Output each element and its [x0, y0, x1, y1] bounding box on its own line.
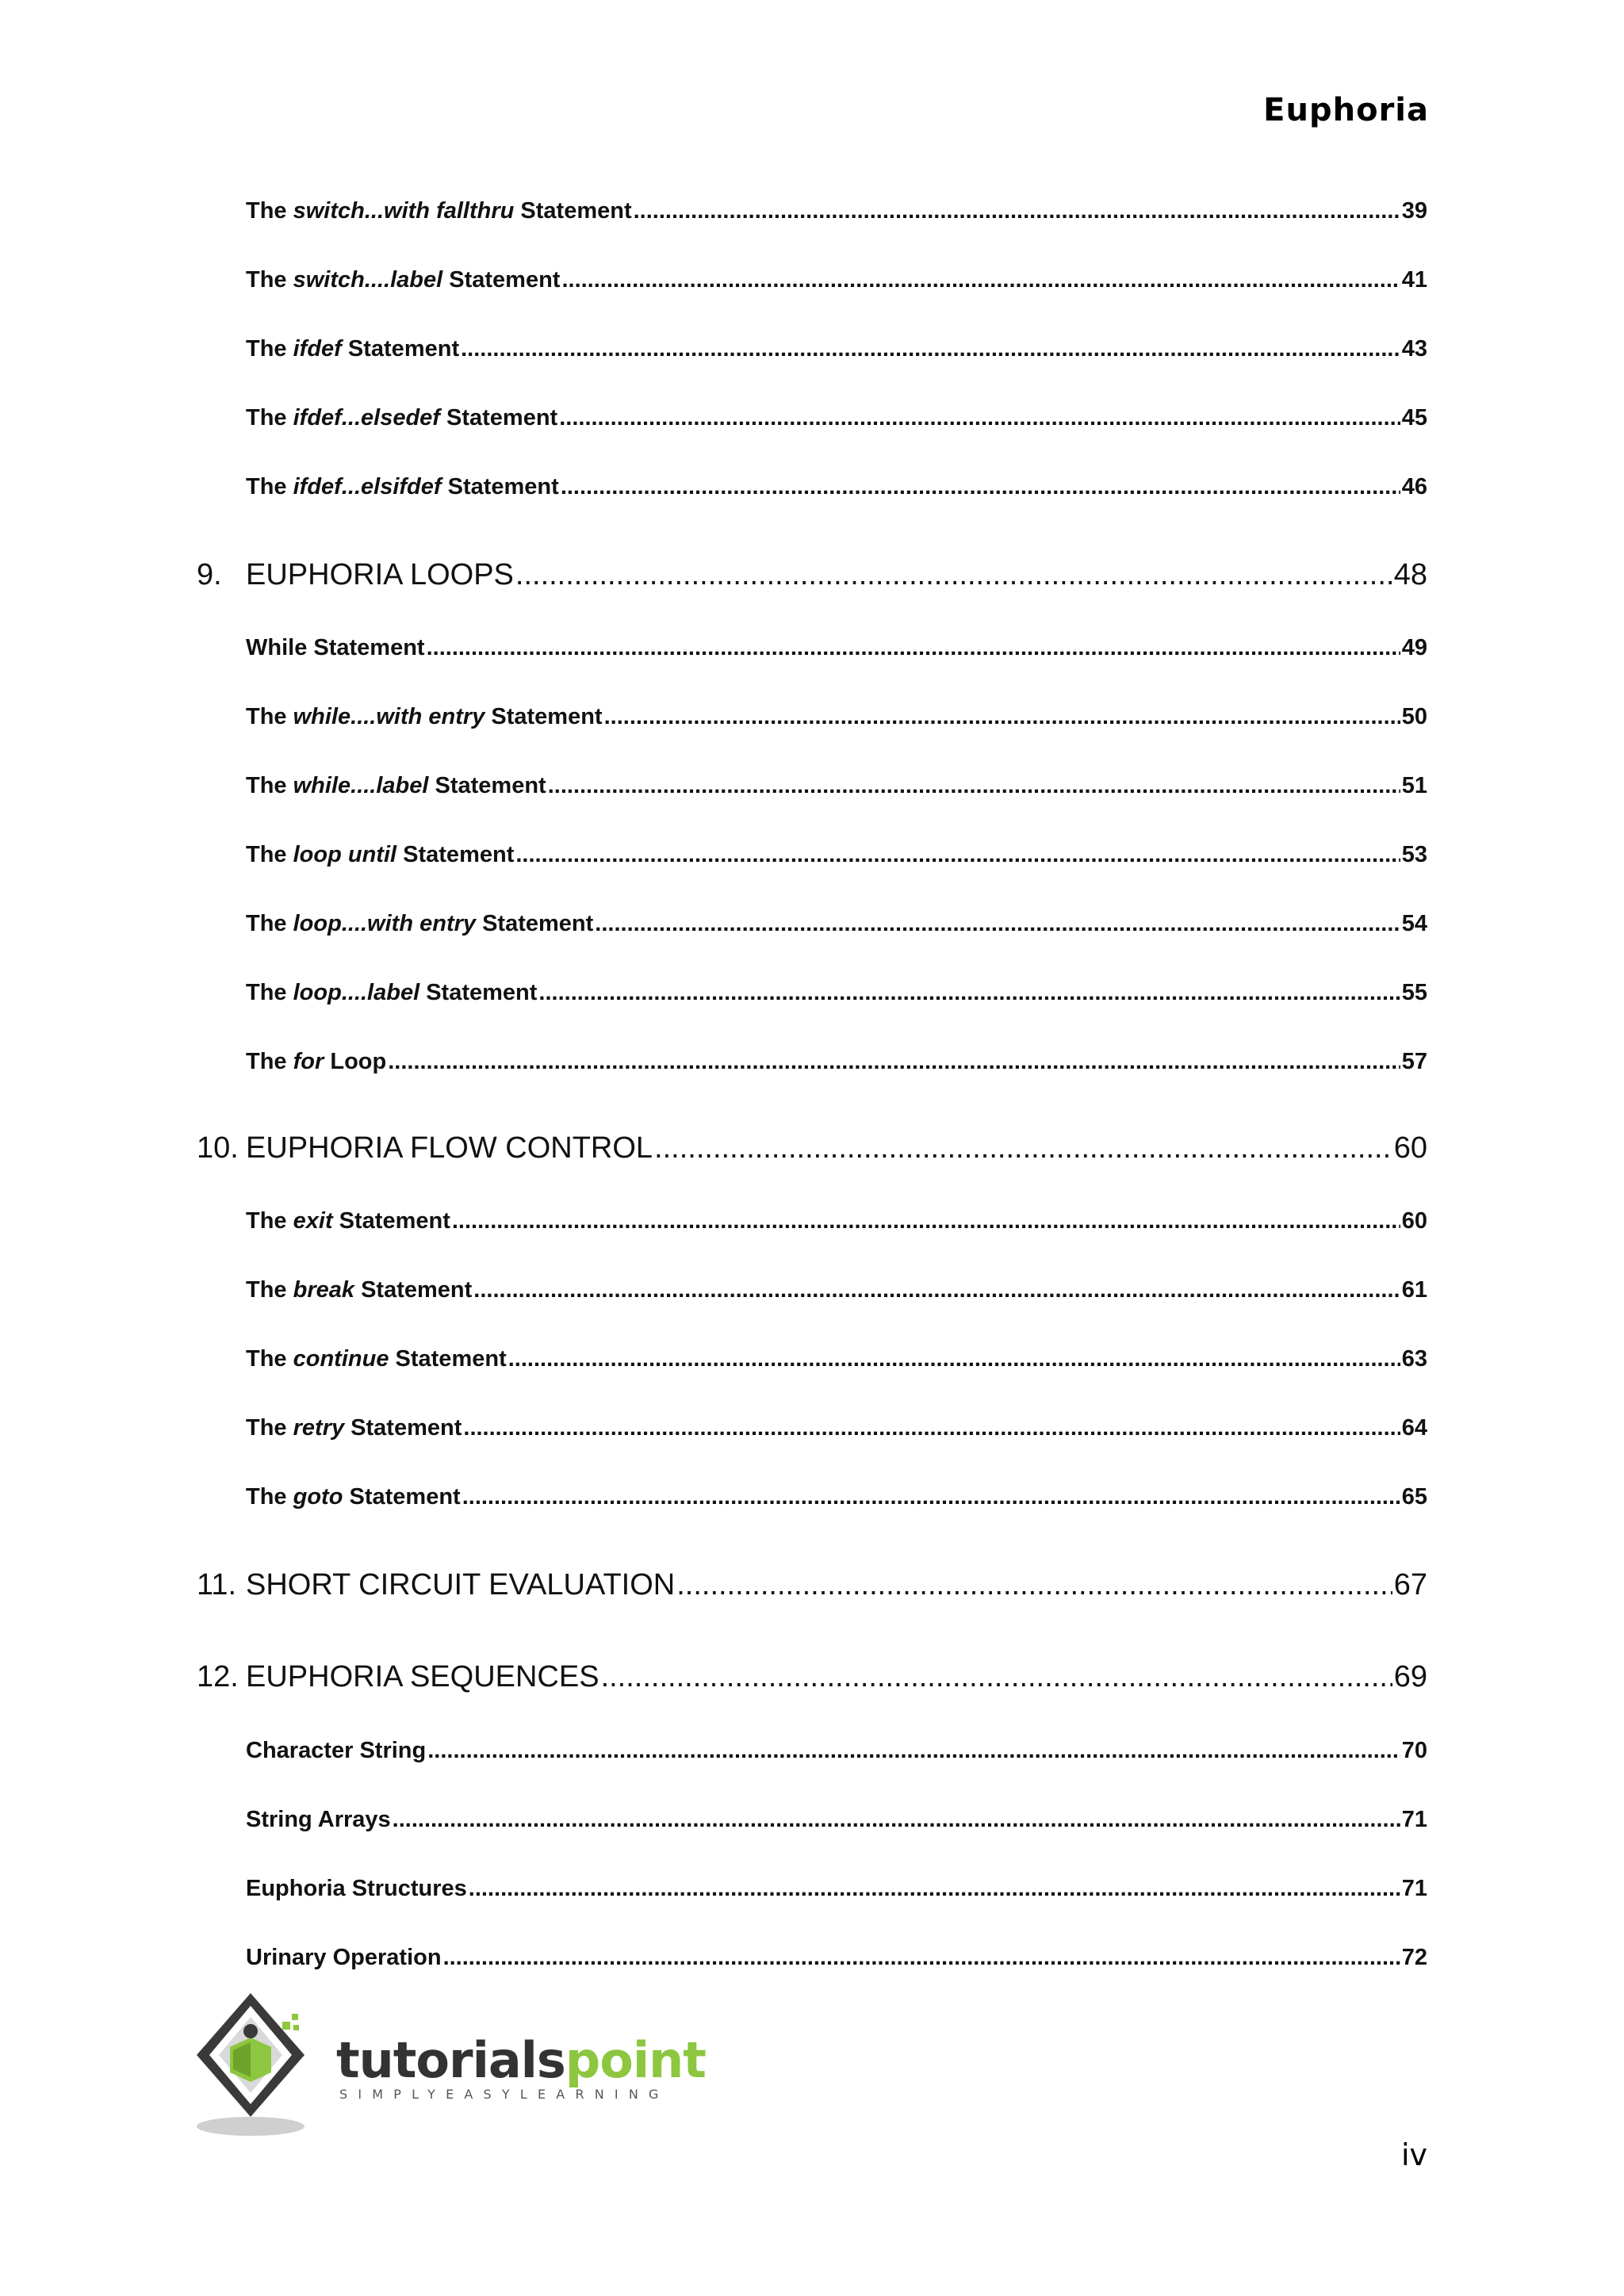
dot-leader: [548, 773, 1400, 799]
toc-entry[interactable]: [246, 635, 1427, 661]
running-header: Euphoria: [1263, 92, 1429, 128]
chapter-number: 11.: [197, 1568, 237, 1601]
toc-entry-title: While Statement: [246, 635, 425, 660]
toc-page-number: 53: [1401, 842, 1427, 867]
toc-page-number: 48: [1393, 558, 1427, 591]
dot-leader: [561, 267, 1400, 293]
toc-page-number: 67: [1393, 1568, 1427, 1601]
toc-page-number: 43: [1401, 336, 1427, 362]
logo-emblem-icon: [193, 1990, 336, 2141]
toc-entry-title: String Arrays: [246, 1807, 391, 1832]
toc-page-number: 71: [1401, 1876, 1427, 1901]
toc-page-number: 45: [1401, 405, 1427, 430]
chapter-number: 12.: [197, 1660, 239, 1693]
toc-entry[interactable]: [246, 1484, 1427, 1510]
chapter-title: EUPHORIA SEQUENCES: [246, 1660, 599, 1693]
toc-page-number: 54: [1401, 911, 1427, 936]
toc-entry[interactable]: [246, 1876, 1427, 1902]
toc-page-number: 46: [1401, 474, 1427, 499]
toc-entry-title: The ifdef...elsedef Statement: [246, 405, 558, 430]
toc-page-number: 60: [1393, 1131, 1427, 1165]
toc-page-number: 50: [1401, 704, 1427, 729]
toc-entry-title: The loop....with entry Statement: [246, 911, 594, 936]
dot-leader: [393, 1807, 1400, 1833]
toc-entry-title: The retry Statement: [246, 1415, 462, 1441]
dot-leader: [461, 336, 1400, 362]
toc-entry-title: The break Statement: [246, 1277, 473, 1303]
toc-entry-title: The continue Statement: [246, 1346, 507, 1372]
toc-entry-title: The ifdef...elsifdef Statement: [246, 474, 559, 499]
toc-entry-title: The switch....label Statement: [246, 267, 561, 293]
dot-leader: [604, 704, 1400, 730]
toc-page-number: 70: [1401, 1738, 1427, 1763]
toc-page-number: 49: [1401, 635, 1427, 660]
toc-page-number: 51: [1401, 773, 1427, 798]
toc-entry-title: The exit Statement: [246, 1208, 450, 1234]
dot-leader: [469, 1876, 1400, 1902]
tutorialspoint-logo: [193, 1990, 706, 2141]
toc-chapter[interactable]: [197, 1568, 1427, 1602]
dot-leader: [654, 1131, 1392, 1165]
toc-entry[interactable]: [246, 1945, 1427, 1971]
dot-leader: [452, 1208, 1400, 1234]
dot-leader: [462, 1484, 1400, 1510]
dot-leader: [634, 198, 1400, 224]
toc-entry[interactable]: [246, 405, 1427, 431]
toc-entry-title: The loop until Statement: [246, 842, 515, 867]
toc-entry[interactable]: [246, 198, 1427, 224]
toc-entry-title: The while....label Statement: [246, 773, 546, 798]
page-number: iv: [1400, 2137, 1427, 2172]
chapter-title: EUPHORIA FLOW CONTROL: [246, 1131, 653, 1165]
toc-entry[interactable]: [246, 1346, 1427, 1372]
dot-leader: [508, 1346, 1400, 1372]
toc-chapter[interactable]: [197, 1660, 1427, 1694]
toc-entry[interactable]: [246, 1277, 1427, 1303]
toc-entry-title: The for Loop: [246, 1049, 387, 1074]
chapter-title: EUPHORIA LOOPS: [246, 558, 514, 591]
dot-leader: [443, 1945, 1400, 1971]
dot-leader: [388, 1049, 1400, 1075]
dot-leader: [515, 842, 1400, 868]
toc-entry-title: Euphoria Structures: [246, 1876, 467, 1901]
toc-entry[interactable]: [246, 1415, 1427, 1441]
toc-entry-title: The ifdef Statement: [246, 336, 460, 362]
toc-entry-title: Urinary Operation: [246, 1945, 442, 1970]
toc-entry[interactable]: [246, 1807, 1427, 1833]
dot-leader: [473, 1277, 1400, 1303]
toc-entry[interactable]: [246, 1738, 1427, 1764]
toc-page-number: 69: [1393, 1660, 1427, 1693]
toc-page-number: 61: [1401, 1277, 1427, 1303]
toc-page-number: 57: [1401, 1049, 1427, 1074]
toc-page-number: 60: [1401, 1208, 1427, 1234]
dot-leader: [676, 1568, 1392, 1602]
toc-entry[interactable]: [246, 911, 1427, 937]
dot-leader: [561, 474, 1400, 500]
toc-entry[interactable]: [246, 1049, 1427, 1075]
dot-leader: [427, 635, 1400, 661]
toc-page-number: 63: [1401, 1346, 1427, 1372]
chapter-title: SHORT CIRCUIT EVALUATION: [246, 1568, 676, 1601]
toc-page-number: 64: [1401, 1415, 1427, 1441]
toc-chapter[interactable]: [197, 1131, 1427, 1165]
toc-entry[interactable]: [246, 336, 1427, 362]
toc-entry[interactable]: [246, 704, 1427, 730]
toc-page-number: 65: [1401, 1484, 1427, 1510]
toc-entry-title: The switch...with fallthru Statement: [246, 198, 632, 224]
toc-entry[interactable]: [246, 980, 1427, 1006]
toc-page-number: 71: [1401, 1807, 1427, 1832]
toc-page-number: 41: [1401, 267, 1427, 293]
toc-page-number: 72: [1401, 1945, 1427, 1970]
toc-entry-title: The goto Statement: [246, 1484, 461, 1510]
dot-leader: [538, 980, 1400, 1006]
toc-entry[interactable]: [246, 842, 1427, 868]
toc-chapter[interactable]: [197, 558, 1427, 592]
toc-page-number: 39: [1401, 198, 1427, 224]
toc-entry-title: The while....with entry Statement: [246, 704, 603, 729]
toc-entry[interactable]: [246, 267, 1427, 293]
dot-leader: [601, 1660, 1392, 1694]
logo-tagline: SIMPLYEASYLEARNING: [339, 2087, 669, 2102]
logo-wordmark: tutorialspoint: [336, 2031, 706, 2089]
chapter-number: 10.: [197, 1131, 239, 1165]
dot-leader: [463, 1415, 1400, 1441]
dot-leader: [427, 1738, 1400, 1764]
chapter-number: 9.: [197, 558, 222, 591]
dot-leader: [515, 558, 1392, 592]
toc-entry-title: The loop....label Statement: [246, 980, 538, 1005]
toc-entry-title: Character String: [246, 1738, 427, 1763]
toc-entry[interactable]: [246, 474, 1427, 500]
dot-leader: [595, 911, 1400, 937]
toc-entry[interactable]: [246, 773, 1427, 799]
dot-leader: [559, 405, 1400, 431]
toc-entry[interactable]: [246, 1208, 1427, 1234]
toc-page-number: 55: [1401, 980, 1427, 1005]
